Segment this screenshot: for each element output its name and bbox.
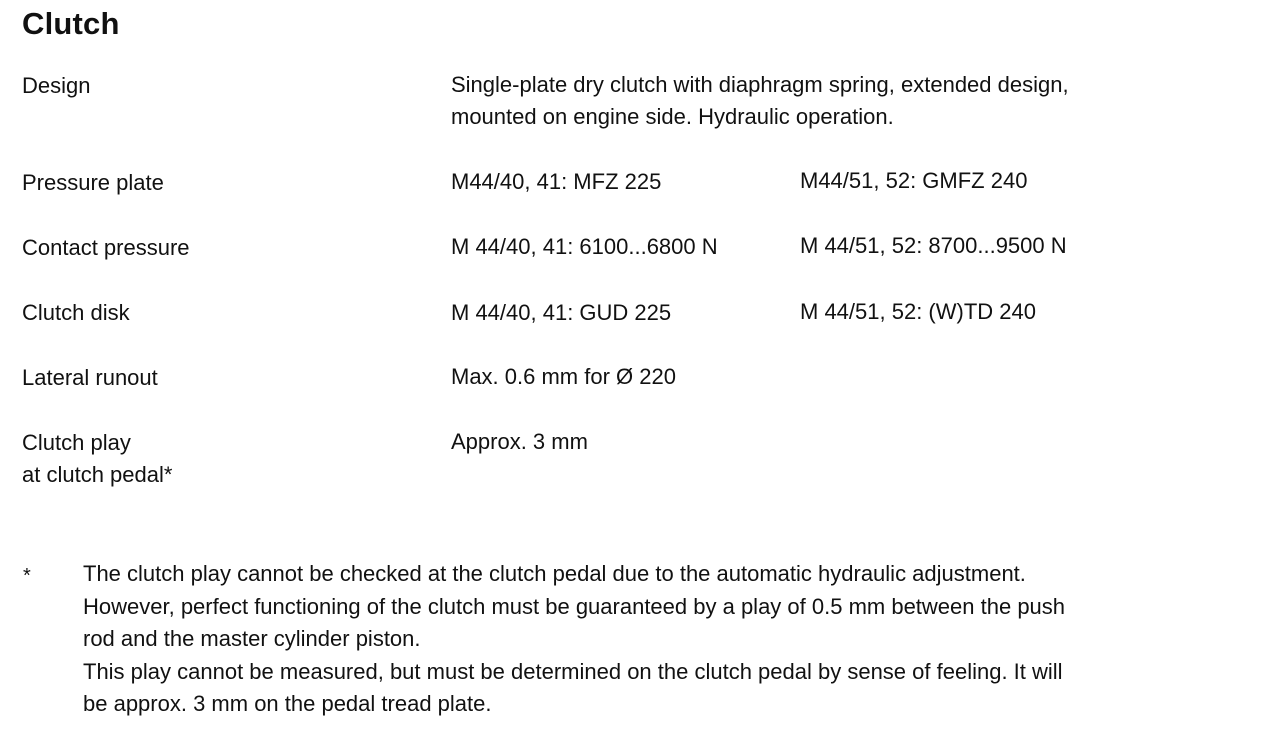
spec-value-clutch-disk-b: M 44/51, 52: (W)TD 240 (800, 299, 1036, 324)
footnote-line: The clutch play cannot be checked at the clutch pedal due to the automatic hydraulic adjustment. (83, 561, 1026, 586)
label-line: Design (22, 73, 91, 98)
spec-value-clutch-disk-a (451, 297, 671, 329)
spec-value-contact-pressure-b: M 44/51, 52: 8700...9500 N (800, 233, 1067, 258)
spec-value-lateral-runout (451, 361, 676, 393)
footnote-line: This play cannot be measured, but must be determined on the clutch pedal by sense of feeling. It will (83, 658, 1063, 684)
spec-label-pressure-plate (22, 167, 164, 199)
value-line: mounted on engine side. Hydraulic operation. (451, 104, 894, 129)
spec-label-contact-pressure (22, 232, 190, 264)
spec-value-contact-pressure-a (451, 231, 718, 263)
footnote-line: be approx. 3 mm on the pedal tread plate. (83, 691, 492, 716)
spec-label-clutch-play (22, 427, 172, 491)
value-line: Max. 0.6 mm for Ø 220 (451, 364, 676, 389)
spec-value-pressure-plate-b: M44/51, 52: GMFZ 240 (800, 168, 1028, 193)
footnote-line: rod and the master cylinder piston. (83, 626, 421, 651)
spec-label-lateral-runout (22, 362, 158, 394)
footnote-line: However, perfect functioning of the clutch must be guaranteed by a play of 0.5 mm between the push (83, 593, 1066, 619)
spec-label-clutch-disk (22, 297, 130, 329)
label-line: Clutch play (22, 430, 131, 455)
spec-label-design (22, 70, 90, 102)
label-line: Lateral runout (22, 365, 158, 390)
spec-value-pressure-plate-a (451, 166, 661, 198)
value-line: M 44/40, 41: GUD 225 (451, 300, 672, 325)
footnote-marker: * (23, 565, 31, 587)
label-line: at clutch pedal* (22, 462, 173, 487)
label-line: Clutch disk (22, 300, 130, 325)
value-line: Single-plate dry clutch with diaphragm spring, extended design, (451, 72, 1069, 97)
value-line: Approx. 3 mm (451, 429, 588, 454)
spec-value-design (451, 69, 1069, 133)
value-line: M 44/40, 41: 6100...6800 N (451, 234, 718, 259)
spec-value-clutch-play (451, 426, 588, 458)
footnote-text (83, 558, 1243, 721)
value-line: M44/40, 41: MFZ 225 (451, 169, 662, 194)
page-title: Clutch (22, 6, 120, 41)
label-line: Contact pressure (22, 235, 190, 260)
label-line: Pressure plate (22, 170, 164, 195)
